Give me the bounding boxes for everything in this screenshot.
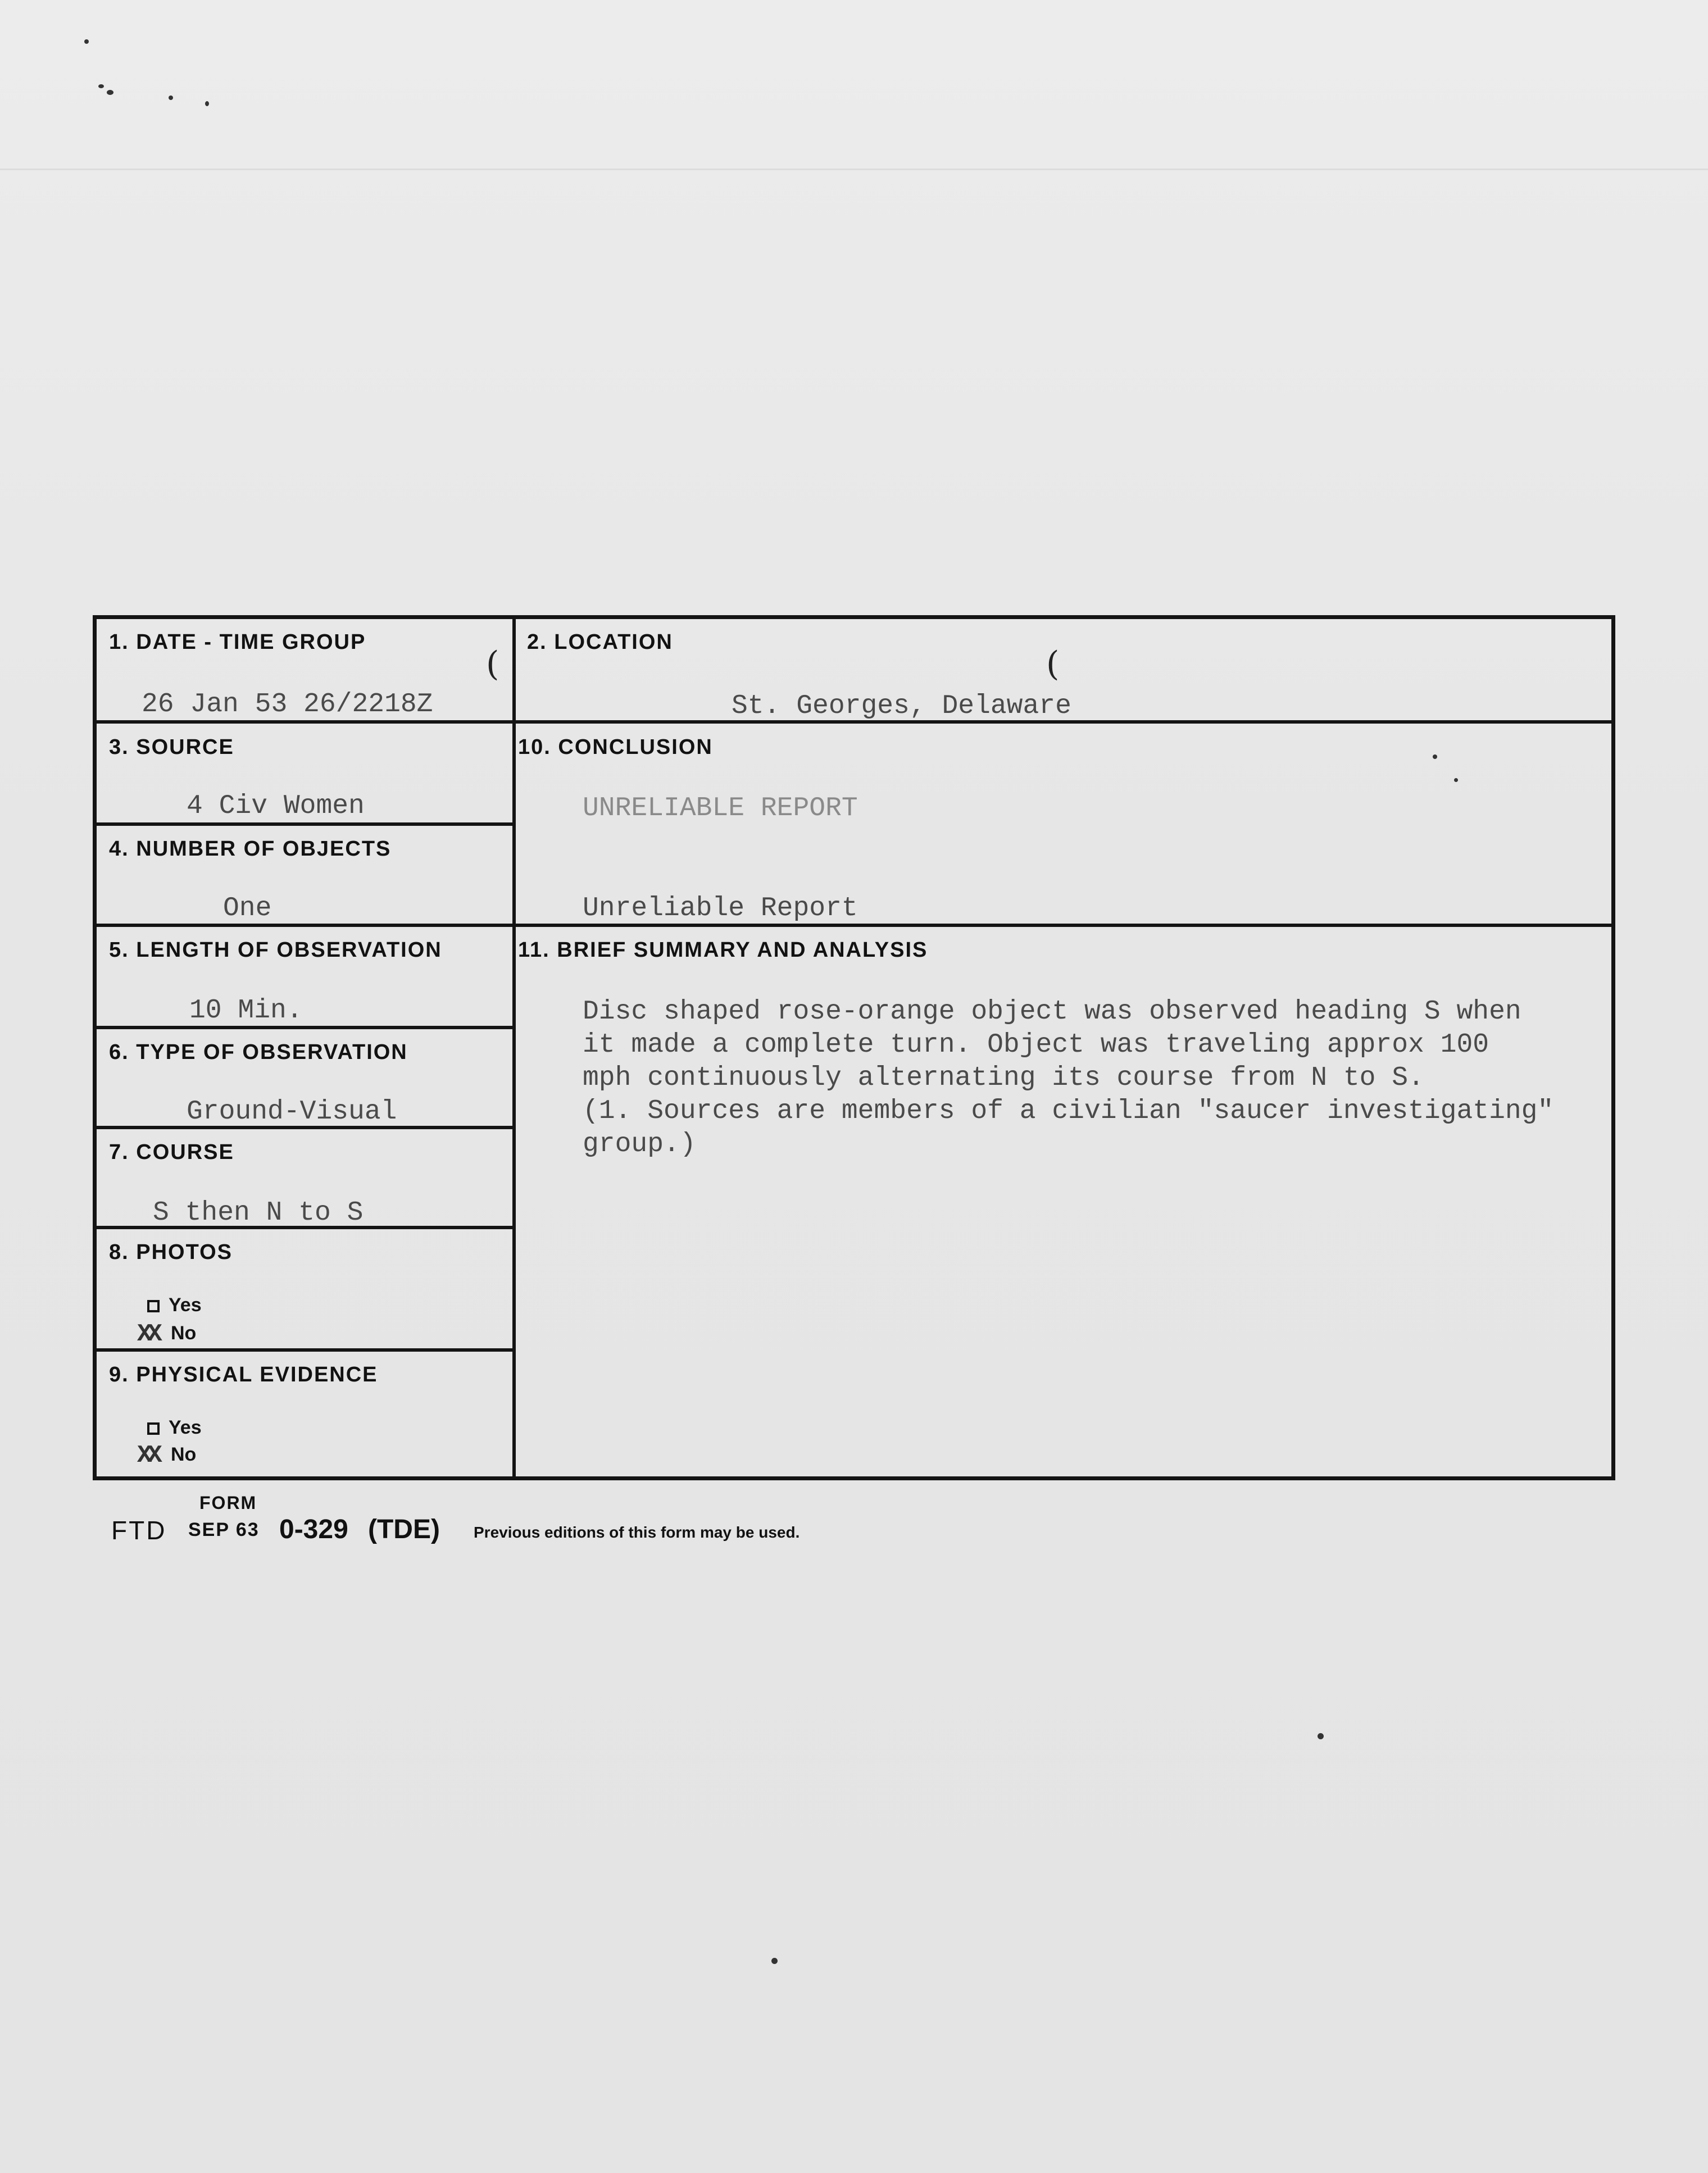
date-time-group-label: 1. DATE - TIME GROUP (109, 630, 366, 654)
summary-line: Disc shaped rose-orange object was observed heading S when (583, 997, 1521, 1027)
conclusion-value: Unreliable Report (583, 893, 858, 924)
form-dept: (TDE) (368, 1515, 440, 1544)
summary-line: it made a complete turn. Object was traveling approx 100 (583, 1030, 1489, 1060)
form-word: FORM (199, 1493, 257, 1513)
physical-evidence-label: 9. PHYSICAL EVIDENCE (109, 1363, 378, 1386)
length-of-observation-label: 5. LENGTH OF OBSERVATION (109, 938, 442, 962)
scan-speck (84, 39, 89, 44)
number-of-objects-label: 4. NUMBER OF OBJECTS (109, 837, 392, 861)
form-divider-left-row4 (97, 1026, 514, 1029)
length-of-observation-value: 10 Min. (189, 995, 303, 1026)
scan-speck (1318, 1733, 1324, 1739)
location-value: St. Georges, Delaware (732, 691, 1071, 721)
scan-speck (771, 1958, 778, 1964)
typed-x-mark: XX (137, 1320, 158, 1348)
summary-line: mph continuously alternating its course from N to S. (583, 1063, 1424, 1093)
scan-speck (169, 96, 173, 100)
form-divider-left-row7 (97, 1348, 514, 1352)
summary-line: (1. Sources are members of a civilian "saucer investigating" (583, 1096, 1554, 1126)
form-number: 0-329 (279, 1515, 348, 1544)
form-divider-left-row2 (97, 822, 514, 826)
summary-label: 11. BRIEF SUMMARY AND ANALYSIS (518, 938, 928, 962)
photos-no-label: No (171, 1322, 197, 1344)
typed-x-mark: XX (137, 1442, 158, 1470)
scan-paren-mark: ( (1046, 644, 1060, 684)
conclusion-faint-value: UNRELIABLE REPORT (583, 793, 858, 824)
source-value: 4 Civ Women (187, 791, 365, 821)
scan-paren-mark: ( (486, 644, 499, 684)
photos-label: 8. PHOTOS (109, 1240, 233, 1264)
scan-speck (205, 101, 209, 106)
physical-evidence-yes-label: Yes (169, 1417, 202, 1438)
conclusion-label: 10. CONCLUSION (518, 735, 713, 759)
photos-yes-label: Yes (169, 1294, 202, 1316)
photos-no-option[interactable] (137, 1320, 196, 1348)
checkbox-icon[interactable] (147, 1300, 160, 1312)
checkbox-icon[interactable] (147, 1422, 160, 1435)
form-divider-row3 (97, 924, 1611, 927)
summary-line: group.) (583, 1129, 696, 1160)
form-date: SEP 63 (188, 1519, 260, 1540)
course-value: S then N to S (153, 1198, 364, 1228)
summary-text (583, 995, 1605, 1161)
physical-evidence-yes-option[interactable] (147, 1417, 202, 1439)
type-of-observation-value: Ground-Visual (187, 1097, 397, 1127)
physical-evidence-no-label: No (171, 1443, 197, 1465)
scan-speck (107, 90, 113, 95)
photos-yes-option[interactable] (147, 1294, 202, 1316)
scan-speck (98, 84, 104, 88)
number-of-objects-value: One (223, 893, 272, 924)
date-time-group-value: 26 Jan 53 26/2218Z (142, 689, 433, 720)
report-form (93, 615, 1615, 1480)
location-label: 2. LOCATION (527, 630, 673, 654)
source-label: 3. SOURCE (109, 735, 234, 759)
form-ftd: FTD (111, 1516, 167, 1545)
paper-crease (0, 169, 1708, 170)
type-of-observation-label: 6. TYPE OF OBSERVATION (109, 1040, 408, 1064)
physical-evidence-no-option[interactable] (137, 1442, 196, 1470)
course-label: 7. COURSE (109, 1140, 234, 1164)
form-note: Previous editions of this form may be used. (474, 1524, 800, 1541)
